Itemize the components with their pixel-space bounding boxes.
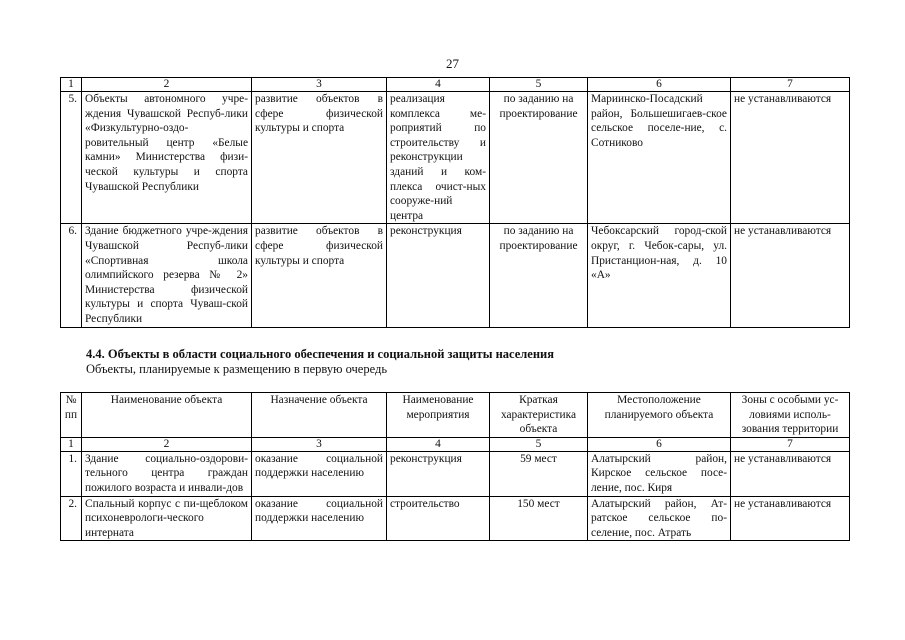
column-index: 1	[61, 78, 82, 92]
measure-name: реконструкция	[387, 224, 490, 327]
object-location: Алатырский район, Кирское сельское посе-ление, пос. Киря	[588, 451, 731, 496]
measure-name: реализация комплекса ме-роприятий по строительству и реконструкции зданий и ком-плекса очист-ных сооруже-ний центра	[387, 92, 490, 224]
object-name: Спальный корпус с пи-щеблоком психоневрологи-ческого интерната	[82, 496, 252, 541]
object-name: Здание социально-оздорови-тельного центра граждан пожилого возраста и инвали-дов	[82, 451, 252, 496]
special-zones: не устанавливаются	[731, 496, 850, 541]
measure-name: строительство	[387, 496, 490, 541]
header-row	[61, 393, 850, 438]
column-index-row	[61, 78, 850, 92]
column-index: 2	[82, 78, 252, 92]
column-index: 4	[387, 78, 490, 92]
header-location: Местоположение планируемого объекта	[588, 393, 731, 438]
column-index: 2	[82, 437, 252, 451]
table-row	[61, 451, 850, 496]
object-purpose: развитие объектов в сфере физической культуры и спорта	[252, 224, 387, 327]
section-subtitle: Объекты, планируемые к размещению в первую очередь	[86, 362, 388, 376]
object-location: Чебоксарский город-ской округ, г. Чебок-сары, ул. Пристанцион-ная, д. 10 «А»	[588, 224, 731, 327]
object-purpose: развитие объектов в сфере физической культуры и спорта	[252, 92, 387, 224]
column-index: 7	[731, 437, 850, 451]
object-characteristic: 150 мест	[490, 496, 588, 541]
column-index: 5	[490, 78, 588, 92]
header-object-purpose: Назначение объекта	[252, 393, 387, 438]
row-number: 6.	[61, 224, 82, 327]
table-row	[61, 92, 850, 224]
row-number: 2.	[61, 496, 82, 541]
special-zones: не устанавливаются	[731, 451, 850, 496]
row-number: 5.	[61, 92, 82, 224]
object-name: Объекты автономного учре-ждения Чувашской Респуб-лики «Физкультурно-оздо-ровительный центр «Белые камни» Министерства физи-ческой культуры и спорта Чувашской Республики	[82, 92, 252, 224]
column-index: 7	[731, 78, 850, 92]
object-characteristic: по заданию на проектирование	[490, 92, 588, 224]
column-index: 5	[490, 437, 588, 451]
object-name: Здание бюджетного учре-ждения Чувашской Респуб-лики «Спортивная школа олимпийского резерва № 2» Министерства физической культуры и спорта Чуваш-ской Республики	[82, 224, 252, 327]
header-object-name: Наименование объекта	[82, 393, 252, 438]
column-index: 4	[387, 437, 490, 451]
object-location: Мариинско-Посадский район, Большешигаев-ское сельское поселе-ние, с. Сотниково	[588, 92, 731, 224]
social-objects-table	[60, 392, 850, 541]
column-index: 3	[252, 437, 387, 451]
object-characteristic: по заданию на проектирование	[490, 224, 588, 327]
table-row	[61, 496, 850, 541]
special-zones: не устанавливаются	[731, 224, 850, 327]
objects-table-continued	[60, 77, 850, 328]
measure-name: реконструкция	[387, 451, 490, 496]
header-measure-name: Наименование мероприятия	[387, 393, 490, 438]
table-row	[61, 224, 850, 327]
column-index: 3	[252, 78, 387, 92]
header-characteristic: Краткая характеристика объекта	[490, 393, 588, 438]
object-location: Алатырский район, Ат-ратское сельское по-селение, пос. Атрать	[588, 496, 731, 541]
header-number: № пп	[61, 393, 82, 438]
object-characteristic: 59 мест	[490, 451, 588, 496]
object-purpose: оказание социальной поддержки населению	[252, 496, 387, 541]
column-index-row	[61, 437, 850, 451]
row-number: 1.	[61, 451, 82, 496]
column-index: 6	[588, 78, 731, 92]
section-title: 4.4. Объекты в области социального обеспечения и социальной защиты населения	[86, 347, 555, 361]
special-zones: не устанавливаются	[731, 92, 850, 224]
object-purpose: оказание социальной поддержки населению	[252, 451, 387, 496]
header-special-zones: Зоны с особыми ус-ловиями исполь-зования территории	[731, 393, 850, 438]
column-index: 6	[588, 437, 731, 451]
column-index: 1	[61, 437, 82, 451]
page-number: 27	[446, 56, 459, 71]
